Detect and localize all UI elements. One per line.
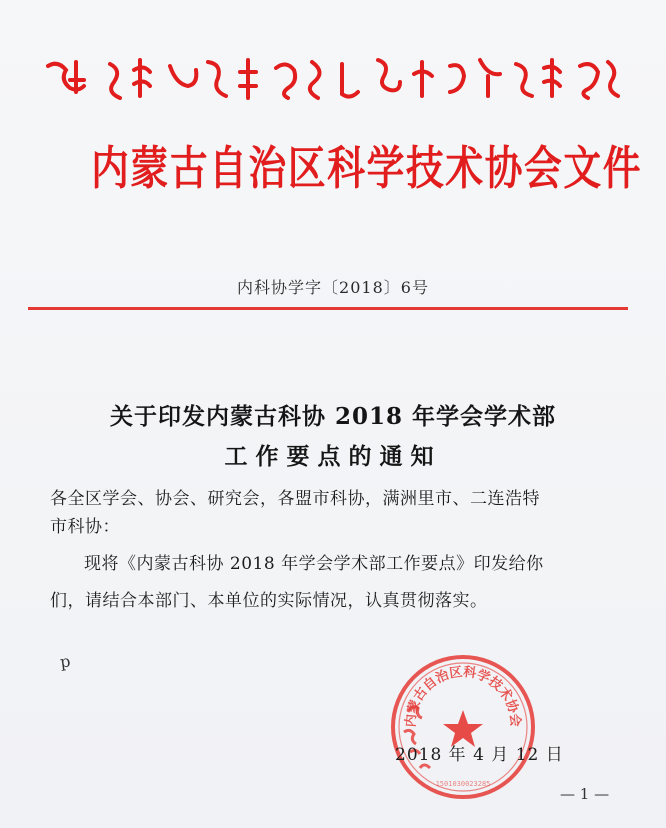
recipients-line-1: 各全区学会、协会、研究会，各盟市科协，满洲里市、二连浩特 [50,489,540,509]
mongolian-script-title [40,52,625,108]
document-number: 内科协学字〔2018〕6号 [237,278,429,297]
red-divider-rule [28,307,628,310]
handwritten-mark: p [58,651,72,672]
document-header-title: 内蒙古自治区科学技术协会文件 [91,141,643,195]
notice-title-line-1: 关于印发内蒙古科协 2018 年学会学术部 [109,403,557,430]
notice-title-line-2: 工作要点的通知 [224,443,442,470]
svg-text:1501030023285: 1501030023285 [435,780,491,788]
issue-date: 2018 年 4 月 12 日 [395,745,564,765]
official-seal [388,652,538,802]
recipients-line-2: 市科协： [50,517,120,537]
content-line-1: 现将《内蒙古科协 2018 年学会学术部工作要点》印发给你 [84,554,544,574]
content-line-2: 们，请结合本部门、本单位的实际情况，认真贯彻落实。 [50,591,488,611]
seal-text: 内蒙古自治区科学技术协会 [403,664,523,728]
page-number: — 1 — [560,785,610,803]
